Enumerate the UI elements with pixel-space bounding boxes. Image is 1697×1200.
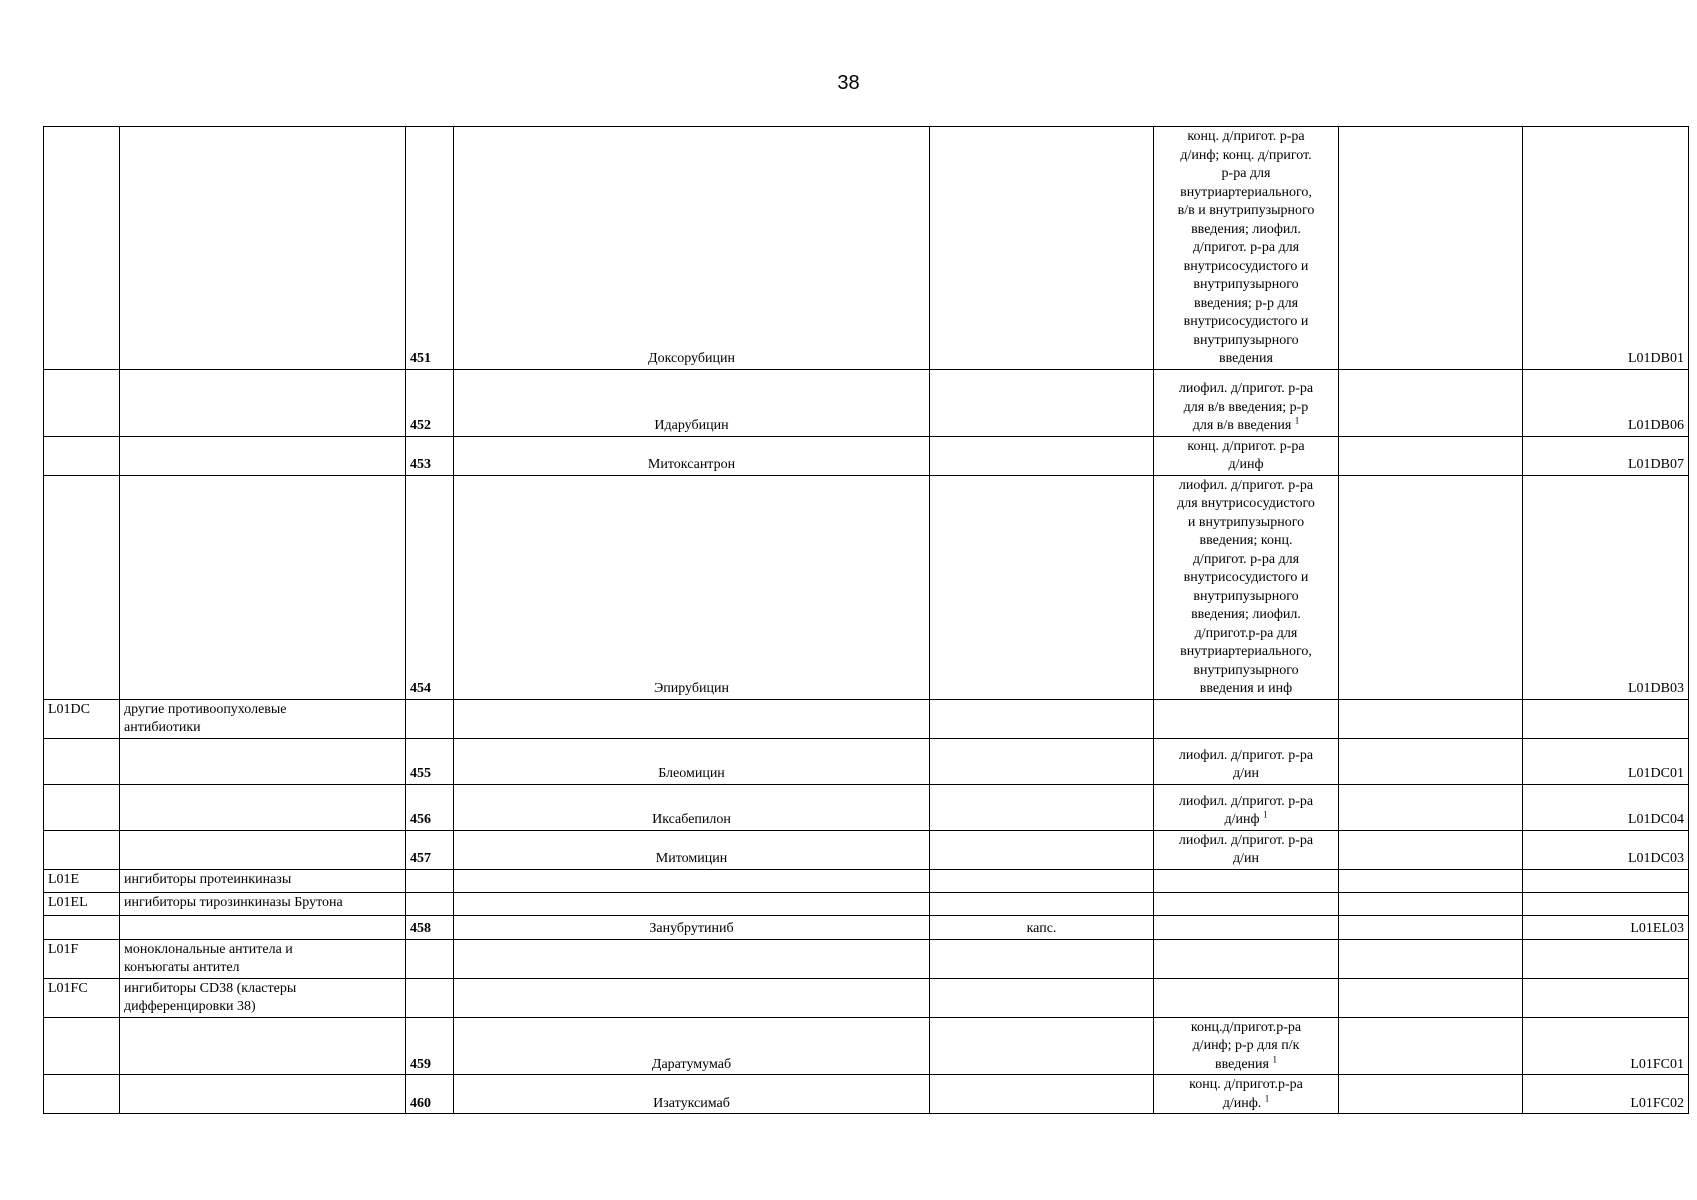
dosage-line: лиофил. д/пригот. р-ра xyxy=(1178,381,1314,396)
footnote-marker: 1 xyxy=(1294,415,1300,426)
item-number: 460 xyxy=(406,1075,454,1114)
empty-cell xyxy=(1339,475,1523,699)
dosage-line: введения; лиофил. xyxy=(1191,607,1301,622)
empty-cell xyxy=(120,369,406,436)
dosage-line: д/ин xyxy=(1233,766,1259,781)
drug-row xyxy=(44,915,1689,939)
atc-code: L01FC02 xyxy=(1523,1075,1689,1114)
atc-group-name xyxy=(120,699,406,738)
group-row xyxy=(44,699,1689,738)
dosage-line: д/пригот. р-ра для xyxy=(1192,240,1300,255)
item-number: 456 xyxy=(406,784,454,830)
atc-group-name xyxy=(120,892,406,915)
group-name-line: конъюгаты антител xyxy=(124,960,240,975)
drug-name: Даратумумаб xyxy=(454,1017,930,1075)
dosage-line: внутрисосудистого и xyxy=(1183,258,1309,274)
atc-group-name xyxy=(120,869,406,892)
item-number: 457 xyxy=(406,830,454,869)
atc-group-code: L01F xyxy=(44,939,120,978)
dosage-line: лиофил. д/пригот. р-ра xyxy=(1178,747,1314,763)
group-name-line: ингибиторы протеинкиназы xyxy=(124,871,292,887)
empty-cell xyxy=(1339,369,1523,436)
empty-cell xyxy=(930,939,1154,978)
empty-cell xyxy=(1339,738,1523,784)
empty-cell xyxy=(120,1017,406,1075)
item-number: 453 xyxy=(406,436,454,475)
drug-row xyxy=(44,369,1689,436)
drug-row xyxy=(44,1075,1689,1114)
table-body xyxy=(44,127,1689,1114)
group-name-line: ингибиторы тирозинкиназы Брутона xyxy=(124,894,343,910)
empty-cell xyxy=(406,939,454,978)
dosage-line: внутриартериального, xyxy=(1180,644,1312,659)
empty-cell xyxy=(44,436,120,475)
group-row xyxy=(44,892,1689,915)
dosage-description xyxy=(1154,830,1339,869)
dosage-line: введения xyxy=(1219,351,1273,366)
dosage-form xyxy=(930,369,1154,436)
group-name-line: дифференцировки 38) xyxy=(124,999,256,1014)
drug-name: Эпирубицин xyxy=(454,475,930,699)
dosage-line: лиофил. д/пригот. р-ра xyxy=(1178,477,1314,493)
empty-cell xyxy=(44,738,120,784)
atc-code: L01DB06 xyxy=(1523,369,1689,436)
drug-name: Митомицин xyxy=(454,830,930,869)
drug-row xyxy=(44,127,1689,370)
empty-cell xyxy=(454,869,930,892)
dosage-form xyxy=(930,436,1154,475)
dosage-form xyxy=(930,127,1154,370)
item-number: 459 xyxy=(406,1017,454,1075)
atc-group-name xyxy=(120,978,406,1017)
drug-name: Блеомицин xyxy=(454,738,930,784)
dosage-line: д/инф; р-р для п/к xyxy=(1192,1038,1300,1053)
atc-group-code: L01DC xyxy=(44,699,120,738)
empty-cell xyxy=(120,784,406,830)
dosage-line: внутрисосудистого и xyxy=(1183,570,1309,585)
dosage-line: внутрипузырного xyxy=(1193,277,1299,292)
dosage-form xyxy=(930,784,1154,830)
group-row xyxy=(44,978,1689,1017)
empty-cell xyxy=(44,915,120,939)
atc-code: L01DB03 xyxy=(1523,475,1689,699)
dosage-line: д/инф xyxy=(1224,812,1260,827)
empty-cell xyxy=(454,699,930,738)
empty-cell xyxy=(406,869,454,892)
drug-row xyxy=(44,830,1689,869)
dosage-line: р-ра для xyxy=(1221,166,1271,181)
dosage-line: лиофил. д/пригот. р-ра xyxy=(1178,832,1314,848)
empty-cell xyxy=(1339,978,1523,1017)
empty-cell xyxy=(1523,699,1689,738)
empty-cell xyxy=(406,892,454,915)
drug-name: Занубрутиниб xyxy=(454,915,930,939)
dosage-description xyxy=(1154,915,1339,939)
dosage-line: д/инф xyxy=(1228,457,1264,472)
empty-cell xyxy=(120,475,406,699)
empty-cell xyxy=(1154,699,1339,738)
footnote-marker: 1 xyxy=(1272,1053,1277,1064)
empty-cell xyxy=(44,830,120,869)
empty-cell xyxy=(1339,1017,1523,1075)
footnote-marker: 1 xyxy=(1263,809,1268,820)
dosage-line: конц. д/пригот. р-ра xyxy=(1187,129,1305,144)
empty-cell xyxy=(120,1075,406,1114)
dosage-line: в/в и внутрипузырного xyxy=(1177,203,1315,218)
item-number: 452 xyxy=(406,369,454,436)
dosage-line: введения; р-р для xyxy=(1193,295,1299,311)
group-name-line: моноклональные антитела и xyxy=(124,941,293,957)
empty-cell xyxy=(1523,939,1689,978)
dosage-form: капс. xyxy=(930,915,1154,939)
dosage-line: внутрипузырного xyxy=(1193,588,1299,604)
dosage-line: внутрипузырного xyxy=(1193,662,1299,678)
dosage-line: введения; лиофил. xyxy=(1191,221,1301,237)
group-row xyxy=(44,869,1689,892)
dosage-line: для в/в введения; р-р xyxy=(1183,399,1309,415)
empty-cell xyxy=(120,127,406,370)
dosage-line: внутрисосудистого и xyxy=(1183,314,1309,329)
atc-code: L01FC01 xyxy=(1523,1017,1689,1075)
dosage-description xyxy=(1154,436,1339,475)
dosage-line: д/пригот. р-ра для xyxy=(1192,551,1300,567)
dosage-line: лиофил. д/пригот. р-ра xyxy=(1178,793,1314,809)
dosage-line: внутрипузырного xyxy=(1193,332,1299,348)
group-name-line: ингибиторы CD38 (кластеры xyxy=(124,980,297,996)
empty-cell xyxy=(1339,699,1523,738)
empty-cell xyxy=(1523,869,1689,892)
dosage-form xyxy=(930,1075,1154,1114)
dosage-description xyxy=(1154,369,1339,436)
dosage-line: для в/в введения xyxy=(1192,418,1292,433)
empty-cell xyxy=(1339,784,1523,830)
empty-cell xyxy=(454,978,930,1017)
drug-row xyxy=(44,1017,1689,1075)
dosage-line: для внутрисосудистого xyxy=(1177,496,1315,511)
empty-cell xyxy=(406,699,454,738)
atc-group-code: L01EL xyxy=(44,892,120,915)
empty-cell xyxy=(1339,436,1523,475)
empty-cell xyxy=(44,475,120,699)
dosage-form xyxy=(930,475,1154,699)
empty-cell xyxy=(44,784,120,830)
empty-cell xyxy=(1523,978,1689,1017)
empty-cell xyxy=(1154,869,1339,892)
group-row xyxy=(44,939,1689,978)
atc-group-code: L01FC xyxy=(44,978,120,1017)
dosage-line: введения xyxy=(1215,1056,1269,1072)
empty-cell xyxy=(930,869,1154,892)
dosage-line: д/пригот.р-ра для xyxy=(1194,625,1298,641)
dosage-form xyxy=(930,830,1154,869)
empty-cell xyxy=(1339,1075,1523,1114)
dosage-line: внутриартериального, xyxy=(1180,184,1312,200)
empty-cell xyxy=(1339,892,1523,915)
drug-table xyxy=(43,126,1689,1114)
dosage-line: д/инф. xyxy=(1222,1095,1262,1111)
atc-code: L01DC01 xyxy=(1523,738,1689,784)
dosage-line: конц.д/пригот.р-ра xyxy=(1190,1019,1302,1035)
atc-group-code: L01E xyxy=(44,869,120,892)
drug-row xyxy=(44,436,1689,475)
dosage-line: и внутрипузырного xyxy=(1187,514,1305,530)
atc-code: L01EL03 xyxy=(1523,915,1689,939)
group-name-line: антибиотики xyxy=(124,720,201,735)
empty-cell xyxy=(44,1075,120,1114)
item-number: 451 xyxy=(406,127,454,370)
empty-cell xyxy=(120,738,406,784)
empty-cell xyxy=(1339,915,1523,939)
item-number: 458 xyxy=(406,915,454,939)
dosage-description xyxy=(1154,1075,1339,1114)
dosage-line: д/инф; конц. д/пригот. xyxy=(1180,147,1312,163)
dosage-description xyxy=(1154,127,1339,370)
drug-name: Доксорубицин xyxy=(454,127,930,370)
page-number: 38 xyxy=(837,72,860,94)
dosage-description xyxy=(1154,784,1339,830)
dosage-line: конц. д/пригот.р-ра xyxy=(1189,1077,1303,1092)
empty-cell xyxy=(1339,939,1523,978)
empty-cell xyxy=(454,892,930,915)
atc-group-name xyxy=(120,939,406,978)
empty-cell xyxy=(930,892,1154,915)
item-number: 455 xyxy=(406,738,454,784)
drug-row xyxy=(44,475,1689,699)
dosage-description xyxy=(1154,475,1339,699)
dosage-line: конц. д/пригот. р-ра xyxy=(1187,438,1305,454)
empty-cell xyxy=(930,978,1154,1017)
empty-cell xyxy=(1339,869,1523,892)
dosage-form xyxy=(930,738,1154,784)
dosage-form xyxy=(930,1017,1154,1075)
empty-cell xyxy=(44,369,120,436)
atc-code: L01DB07 xyxy=(1523,436,1689,475)
empty-cell xyxy=(454,939,930,978)
empty-cell xyxy=(1339,127,1523,370)
atc-code: L01DC03 xyxy=(1523,830,1689,869)
drug-name: Идарубицин xyxy=(454,369,930,436)
dosage-line: д/ин xyxy=(1233,851,1259,866)
dosage-description xyxy=(1154,738,1339,784)
empty-cell xyxy=(44,1017,120,1075)
empty-cell xyxy=(1523,892,1689,915)
drug-row xyxy=(44,738,1689,784)
empty-cell xyxy=(120,915,406,939)
group-name-line: другие противоопухолевые xyxy=(124,701,287,717)
dosage-line: введения; конц. xyxy=(1199,533,1293,548)
item-number: 454 xyxy=(406,475,454,699)
empty-cell xyxy=(1154,978,1339,1017)
empty-cell xyxy=(1154,892,1339,915)
atc-code: L01DC04 xyxy=(1523,784,1689,830)
empty-cell xyxy=(1339,830,1523,869)
drug-name: Изатуксимаб xyxy=(454,1075,930,1114)
empty-cell xyxy=(44,127,120,370)
drug-name: Иксабепилон xyxy=(454,784,930,830)
empty-cell xyxy=(1154,939,1339,978)
empty-cell xyxy=(120,436,406,475)
drug-row xyxy=(44,784,1689,830)
dosage-description xyxy=(1154,1017,1339,1075)
empty-cell xyxy=(930,699,1154,738)
empty-cell xyxy=(406,978,454,1017)
empty-cell xyxy=(120,830,406,869)
drug-name: Митоксантрон xyxy=(454,436,930,475)
dosage-line: введения и инф xyxy=(1199,681,1293,696)
atc-code: L01DB01 xyxy=(1523,127,1689,370)
footnote-marker: 1 xyxy=(1264,1092,1270,1103)
